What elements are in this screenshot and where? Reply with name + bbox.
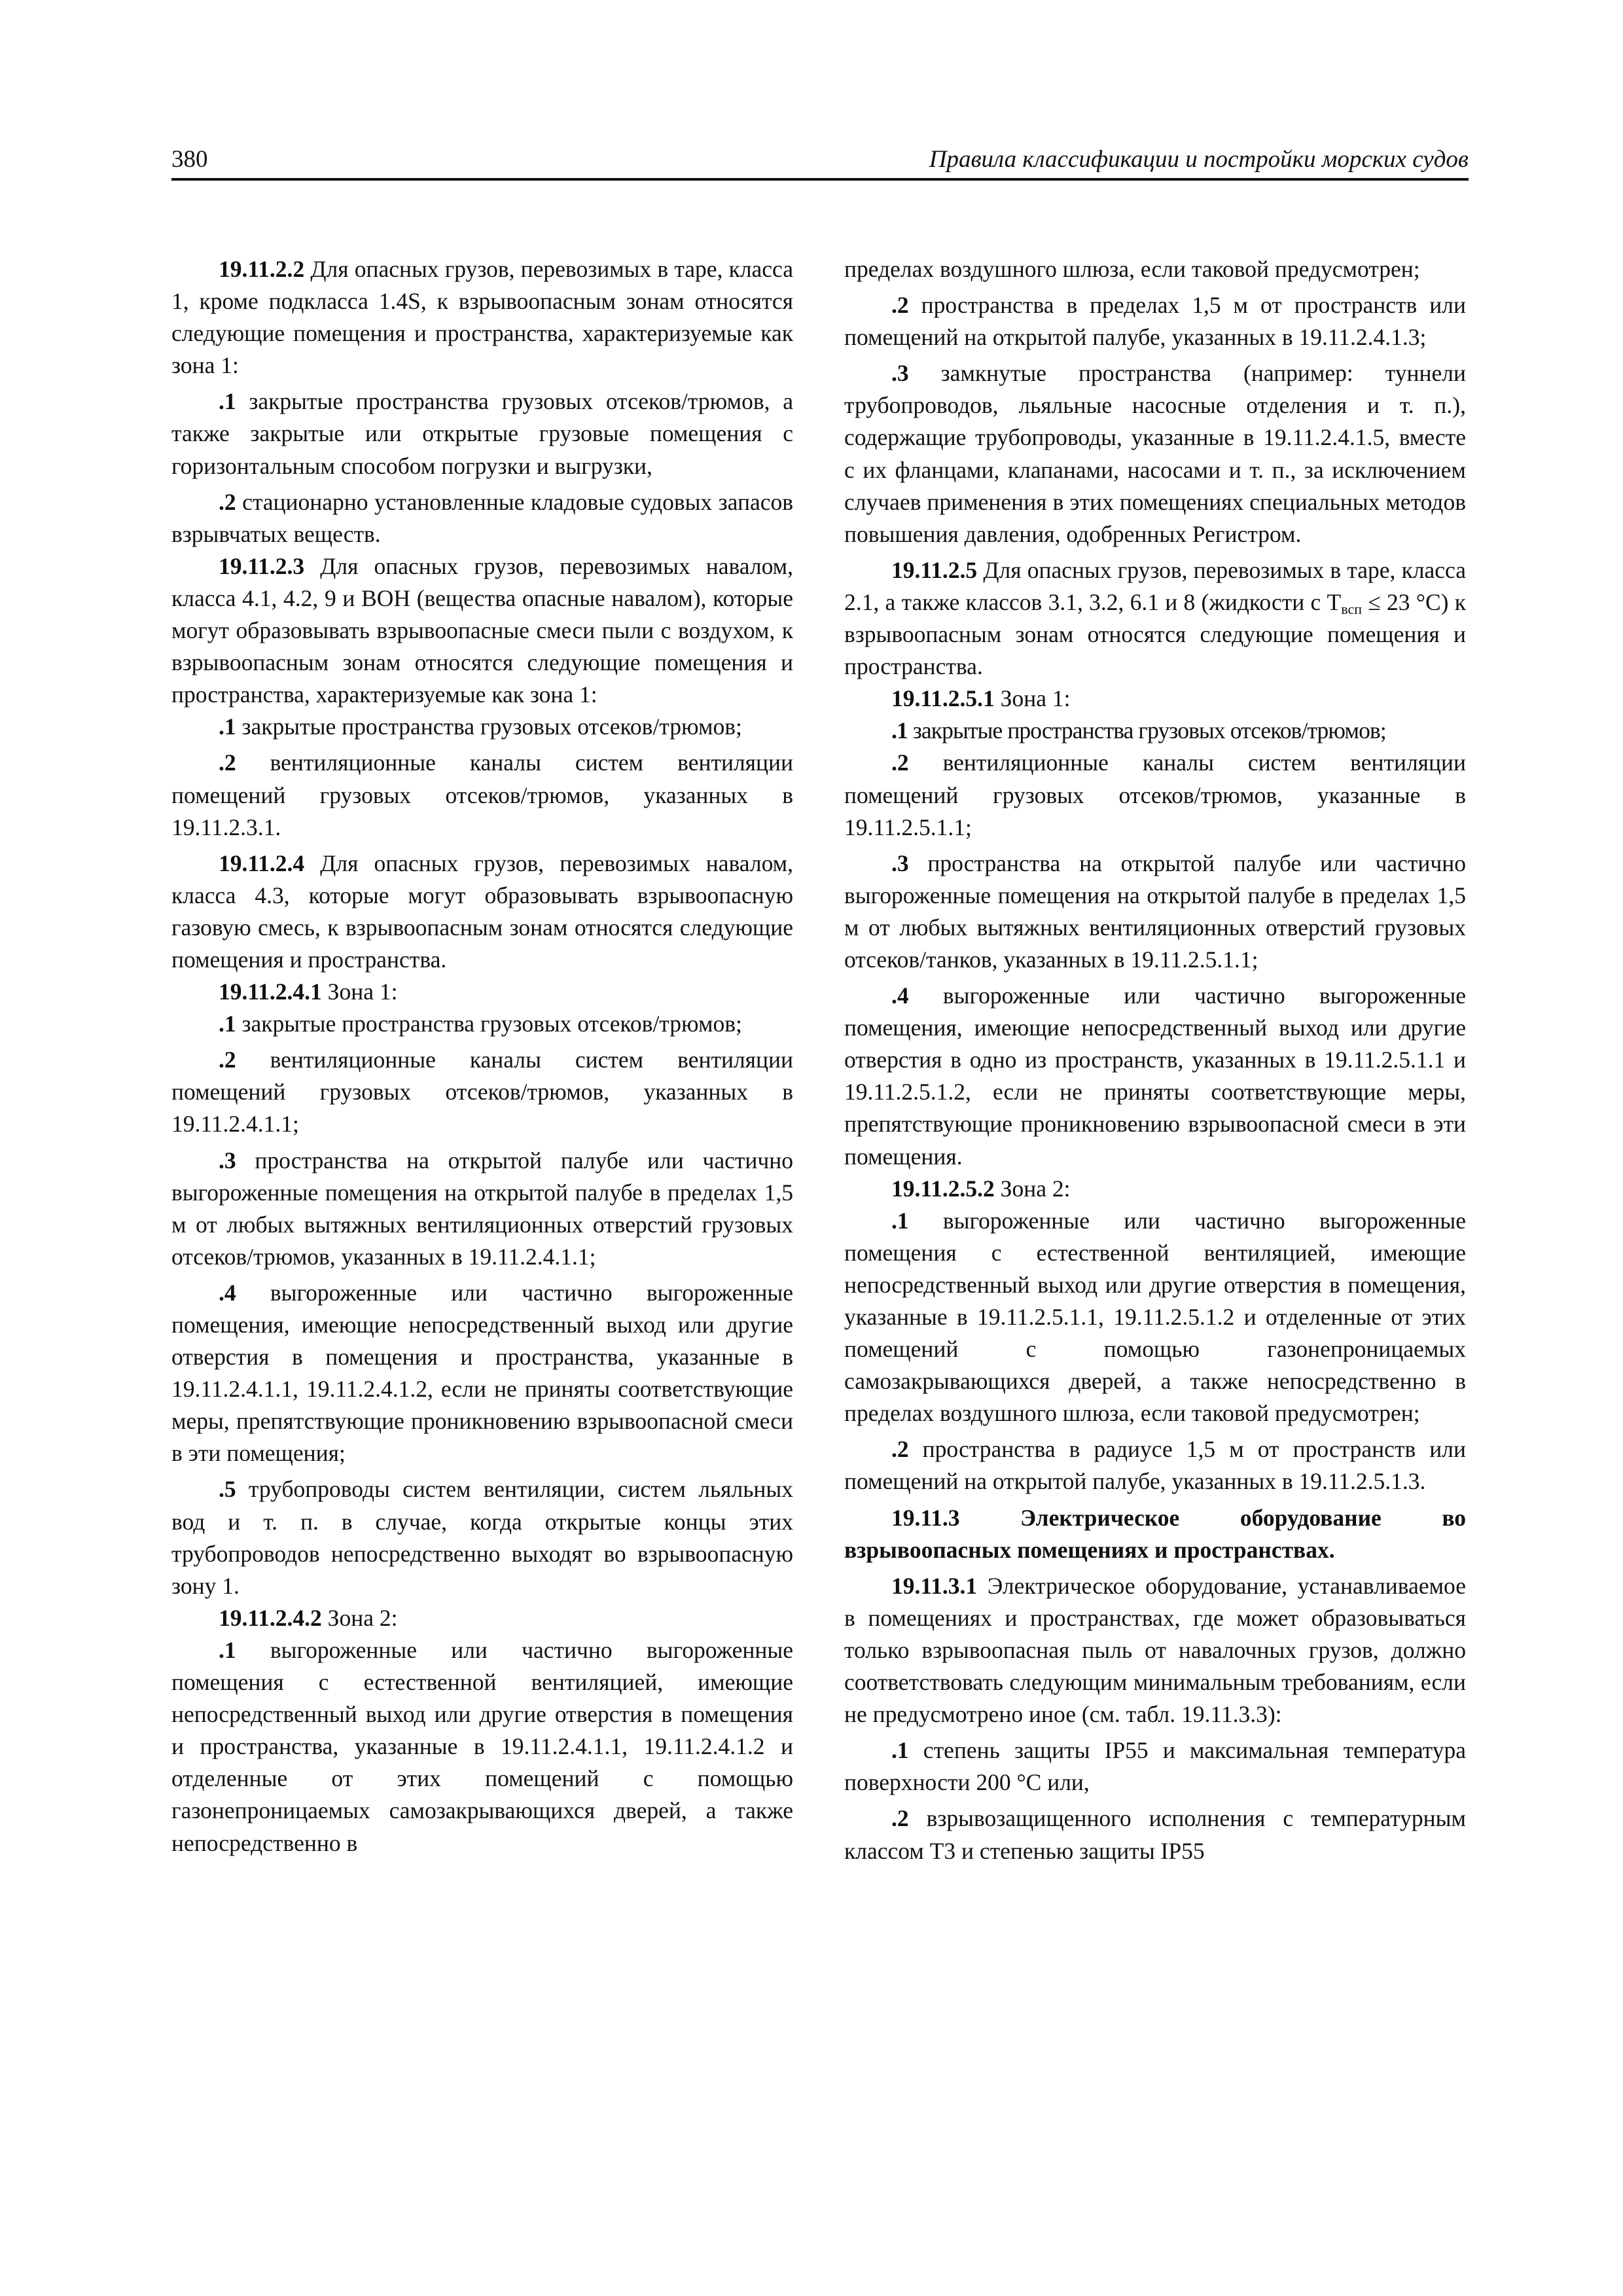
list-item: .3 пространства на открытой палубе или частично выгороженные помещения на открытой палубе в пределах 1,5 м от любых вытяжных вентиляционных отверстий грузовых отсеков/танков, указанных в 19.11.2.5.1.1;: [844, 850, 1466, 973]
list-item: .4 выгороженные или частично выгороженные помещения, имеющие непосредственный выход или другие отверстия в одно из пространств, указанных в 19.11.2.5.1.1 и 19.11.2.5.1.2, если не приняты соответствующие меры, препятствующие проникновению взрывоопасной смеси в эти помещения.: [844, 982, 1466, 1170]
clause-19-11-2-3: 19.11.2.3 Для опасных грузов, перевозимых навалом, класса 4.1, 4.2, 9 и ВОН (вещества опасные навалом), которые могут образовывать взрывоопасные смеси пыли с воздухом, к взрывоопасным зонам относятся следующие помещения и пространства, характеризуемые как зона 1:: [171, 552, 793, 708]
list-item: .1 выгороженные или частично выгороженные помещения с естественной вентиляцией, имеющие непосредственный выход или другие отверстия в помещения, указанные в 19.11.2.5.1.1, 19.11.2.5.1.2 и отделенные от этих помещений с помощью газонепроницаемых самозакрывающихся дверей, а также непосредственно в пределах воздушного шлюза, если таковой предусмотрен;: [844, 1207, 1466, 1427]
clause-19-11-2-5-1: 19.11.2.5.1 Зона 1:: [891, 685, 1071, 712]
list-item: .3 замкнутые пространства (например: туннели трубопроводов, льяльные насосные отделения и т. п.), содержащие трубопроводы, указанные в 19.11.2.4.1.5, вместе с их фланцами, клапанами, насосами и т. п., за исключением случаев применения в этих помещениях специальных методов повышения давления, одобренных Регистром.: [844, 360, 1466, 547]
right-column: [844, 253, 1466, 1867]
clause-19-11-2-4: 19.11.2.4 Для опасных грузов, перевозимых навалом, класса 4.3, которые могут образовывать взрывоопасную газовую смесь, к взрывоопасным зонам относятся следующие помещения и пространства.: [171, 850, 793, 973]
clause-19-11-2-5-2: 19.11.2.5.2 Зона 2:: [891, 1175, 1071, 1202]
list-item: .5 трубопроводы систем вентиляции, систем льяльных вод и т. п. в случае, когда открытые концы этих трубопроводов непосредственно выходят во взрывоопасную зону 1.: [171, 1476, 793, 1599]
list-item: .1 закрытые пространства грузовых отсеков/трюмов, а также закрытые или открытые грузовые помещения с горизонтальным способом погрузки и выгрузки,: [171, 388, 793, 479]
list-item: .1 выгороженные или частично выгороженные помещения с естественной вентиляцией, имеющие непосредственный выход или другие отверстия в помещения и пространства, указанные в 19.11.2.4.1.1, 19.11.2.4.1.2 и отделенные от этих помещений с помощью газонепроницаемых самозакрывающихся дверей, а также непосредственно в: [171, 1636, 793, 1856]
list-item: .1 закрытые пространства грузовых отсеков/трюмов;: [219, 713, 742, 740]
list-item: .1 степень защиты IP55 и максимальная температура поверхности 200 °C или,: [844, 1737, 1466, 1796]
list-item: .2 пространства в пределах 1,5 м от пространств или помещений на открытой палубе, указанных в 19.11.2.4.1.3;: [844, 292, 1466, 351]
section-heading-19-11-3: 19.11.3 Электрическое оборудование во взрывоопасных помещениях и пространствах.: [844, 1504, 1466, 1563]
clause-19-11-2-4-1: 19.11.2.4.1 Зона 1:: [219, 978, 398, 1005]
clause-19-11-2-2: 19.11.2.2 Для опасных грузов, перевозимых в таре, класса 1, кроме подкласса 1.4S, к взрывоопасным зонам относятся следующие помещения и пространства, характеризуемые как зона 1:: [171, 256, 793, 379]
page-number: 380: [171, 146, 208, 173]
clause-19-11-3-1: 19.11.3.1 Электрическое оборудование, устанавливаемое в помещениях и пространствах, где может образовываться только взрывоопасная пыль от навалочных грузов, должно соответствовать следующим минимальным требованиям, если не предусмотрено иное (см. табл. 19.11.3.3):: [844, 1572, 1466, 1728]
list-item: .2 вентиляционные каналы систем вентиляции помещений грузовых отсеков/трюмов, указанных в 19.11.2.3.1.: [171, 749, 793, 840]
left-column: [171, 253, 793, 1859]
list-item: .1 закрытые пространства грузовых отсеков/трюмов;: [891, 717, 1386, 744]
list-item: .2 пространства в радиусе 1,5 м от пространств или помещений на открытой палубе, указанных в 19.11.2.5.1.3.: [844, 1436, 1466, 1495]
list-item: .2 вентиляционные каналы систем вентиляции помещений грузовых отсеков/трюмов, указанные в 19.11.2.5.1.1;: [844, 749, 1466, 840]
running-title: Правила классификации и постройки морских судов: [929, 146, 1469, 173]
list-item: .2 вентиляционные каналы систем вентиляции помещений грузовых отсеков/трюмов, указанных в 19.11.2.4.1.1;: [171, 1047, 793, 1138]
list-item: .2 стационарно установленные кладовые судовых запасов взрывчатых веществ.: [171, 488, 793, 547]
list-item: .4 выгороженные или частично выгороженные помещения, имеющие непосредственный выход или другие отверстия в помещения и пространства, указанные в 19.11.2.4.1.1, 19.11.2.4.1.2, если не приняты соответствующие меры, препятствующие проникновению взрывоопасной смеси в эти помещения;: [171, 1279, 793, 1467]
clause-19-11-2-4-2: 19.11.2.4.2 Зона 2:: [219, 1604, 398, 1631]
header-rule: [171, 178, 1469, 181]
list-item: .2 взрывозащищенного исполнения с температурным классом T3 и степенью защиты IP55: [844, 1805, 1466, 1864]
list-item: .3 пространства на открытой палубе или частично выгороженные помещения на открытой палубе в пределах 1,5 м от любых вытяжных вентиляционных отверстий грузовых отсеков/трюмов, указанных в 19.11.2.4.1.1;: [171, 1147, 793, 1270]
continued-text: пределах воздушного шлюза, если таковой предусмотрен;: [844, 256, 1420, 282]
clause-19-11-2-5: 19.11.2.5 Для опасных грузов, перевозимых в таре, класса 2.1, а также классов 3.1, 3.2, 6.1 и 8 (жидкости с $T_{всп} \le 23$ °C) к взрывоопасным зонам относятся следующие помещения и пространства.: [844, 556, 1466, 680]
page-header: [171, 145, 1469, 178]
list-item: .1 закрытые пространства грузовых отсеков/трюмов;: [219, 1011, 742, 1037]
